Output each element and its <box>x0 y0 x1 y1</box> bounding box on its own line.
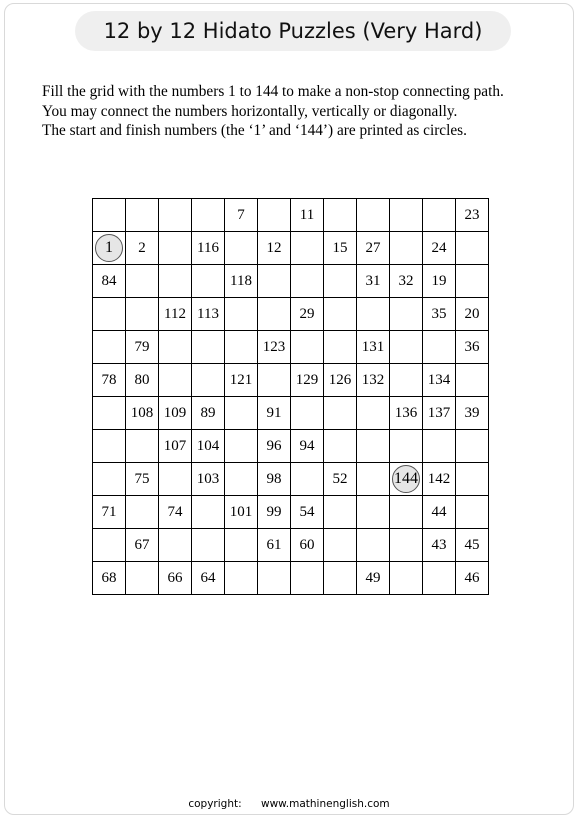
grid-cell[interactable] <box>390 496 423 529</box>
grid-cell[interactable]: 36 <box>456 331 489 364</box>
grid-cell[interactable] <box>291 331 324 364</box>
circled-number: 144 <box>392 465 420 493</box>
grid-cell[interactable] <box>291 265 324 298</box>
grid-cell[interactable]: 136 <box>390 397 423 430</box>
grid-cell[interactable]: 31 <box>357 265 390 298</box>
grid-cell[interactable]: 15 <box>324 232 357 265</box>
grid-row <box>93 199 489 232</box>
grid-cell[interactable]: 79 <box>126 331 159 364</box>
grid-cell[interactable] <box>324 199 357 232</box>
grid-cell[interactable]: 12 <box>258 232 291 265</box>
grid-cell[interactable] <box>357 496 390 529</box>
grid-cell[interactable] <box>159 364 192 397</box>
grid-cell[interactable] <box>390 298 423 331</box>
grid-cell[interactable] <box>357 298 390 331</box>
grid-cell[interactable]: 74 <box>159 496 192 529</box>
grid-cell[interactable] <box>390 199 423 232</box>
grid-cell[interactable]: 131 <box>357 331 390 364</box>
grid-cell[interactable] <box>324 298 357 331</box>
grid-cell[interactable] <box>324 397 357 430</box>
grid-cell[interactable]: 121 <box>225 364 258 397</box>
instruction-line: You may connect the numbers horizontally, vertically or diagonally. <box>42 102 458 120</box>
grid-cell[interactable] <box>225 463 258 496</box>
grid-cell[interactable]: 126 <box>324 364 357 397</box>
grid-cell[interactable] <box>159 232 192 265</box>
page-title: 12 by 12 Hidato Puzzles (Very Hard) <box>75 11 511 51</box>
grid-cell[interactable]: 60 <box>291 529 324 562</box>
grid-cell[interactable]: 104 <box>192 430 225 463</box>
grid-cell[interactable] <box>390 331 423 364</box>
grid-cell[interactable] <box>291 232 324 265</box>
grid-cell[interactable] <box>159 331 192 364</box>
grid-cell[interactable]: 132 <box>357 364 390 397</box>
grid-cell[interactable] <box>225 232 258 265</box>
grid-cell[interactable] <box>126 199 159 232</box>
grid-cell[interactable] <box>390 430 423 463</box>
grid-cell[interactable] <box>159 265 192 298</box>
grid-cell[interactable]: 52 <box>324 463 357 496</box>
grid-cell[interactable] <box>192 496 225 529</box>
grid-cell[interactable]: 66 <box>159 562 192 595</box>
grid-cell[interactable]: 99 <box>258 496 291 529</box>
worksheet-page <box>4 3 574 815</box>
grid-cell[interactable] <box>126 430 159 463</box>
grid-cell[interactable]: 23 <box>456 199 489 232</box>
grid-cell[interactable]: 142 <box>423 463 456 496</box>
grid-cell[interactable] <box>423 430 456 463</box>
grid-cell[interactable]: 24 <box>423 232 456 265</box>
grid-cell[interactable] <box>93 463 126 496</box>
grid-cell[interactable] <box>126 562 159 595</box>
grid-cell[interactable]: 98 <box>258 463 291 496</box>
grid-cell[interactable]: 91 <box>258 397 291 430</box>
grid-cell[interactable]: 113 <box>192 298 225 331</box>
grid-cell[interactable] <box>225 298 258 331</box>
grid-cell[interactable]: 134 <box>423 364 456 397</box>
grid-cell[interactable] <box>423 331 456 364</box>
grid-cell[interactable] <box>324 562 357 595</box>
grid-cell[interactable] <box>357 529 390 562</box>
grid-cell[interactable] <box>225 397 258 430</box>
grid-cell[interactable] <box>456 265 489 298</box>
grid-cell[interactable] <box>456 496 489 529</box>
grid-cell[interactable]: 89 <box>192 397 225 430</box>
grid-cell[interactable] <box>324 331 357 364</box>
grid-cell[interactable] <box>225 562 258 595</box>
grid-cell[interactable]: 27 <box>357 232 390 265</box>
grid-cell[interactable]: 44 <box>423 496 456 529</box>
grid-cell[interactable] <box>258 199 291 232</box>
hidato-grid <box>92 198 489 595</box>
grid-cell[interactable]: 11 <box>291 199 324 232</box>
grid-cell[interactable] <box>93 298 126 331</box>
grid-cell[interactable] <box>192 199 225 232</box>
grid-cell[interactable]: 39 <box>456 397 489 430</box>
grid-cell[interactable]: 137 <box>423 397 456 430</box>
grid-cell[interactable] <box>258 298 291 331</box>
grid-cell[interactable]: 54 <box>291 496 324 529</box>
grid-row <box>93 529 489 562</box>
grid-cell[interactable]: 2 <box>126 232 159 265</box>
grid-cell[interactable]: 96 <box>258 430 291 463</box>
grid-row <box>93 364 489 397</box>
grid-cell[interactable] <box>423 562 456 595</box>
grid-cell[interactable] <box>192 364 225 397</box>
grid-cell[interactable] <box>159 199 192 232</box>
grid-cell[interactable] <box>357 463 390 496</box>
grid-cell[interactable] <box>225 331 258 364</box>
grid-cell[interactable] <box>291 463 324 496</box>
grid-cell[interactable] <box>324 496 357 529</box>
instruction-line: The start and finish numbers (the ‘1’ and ‘144’) are printed as circles. <box>42 122 467 139</box>
grid-cell[interactable] <box>423 199 456 232</box>
grid-row <box>93 265 489 298</box>
grid-cell[interactable]: 103 <box>192 463 225 496</box>
grid-row <box>93 463 489 496</box>
grid-row <box>93 562 489 595</box>
grid-cell[interactable] <box>357 199 390 232</box>
grid-cell[interactable] <box>258 562 291 595</box>
grid-cell[interactable]: 67 <box>126 529 159 562</box>
grid-row <box>93 430 489 463</box>
grid-cell[interactable]: 19 <box>423 265 456 298</box>
grid-cell[interactable] <box>324 265 357 298</box>
grid-cell[interactable] <box>126 496 159 529</box>
grid-cell[interactable] <box>192 331 225 364</box>
grid-cell[interactable]: 20 <box>456 298 489 331</box>
grid-cell[interactable] <box>390 364 423 397</box>
copyright-label: copyright: <box>188 798 242 810</box>
grid-cell[interactable]: 112 <box>159 298 192 331</box>
grid-cell[interactable] <box>192 529 225 562</box>
grid-row <box>93 496 489 529</box>
grid-cell[interactable]: 29 <box>291 298 324 331</box>
grid-cell[interactable]: 109 <box>159 397 192 430</box>
instruction-line: Fill the grid with the numbers 1 to 144 to make a non-stop connecting path. <box>42 83 504 100</box>
grid-cell[interactable] <box>357 397 390 430</box>
grid-cell[interactable] <box>456 364 489 397</box>
grid-cell[interactable] <box>93 529 126 562</box>
grid-cell[interactable]: 123 <box>258 331 291 364</box>
website-link[interactable]: www.mathinenglish.com <box>260 798 390 810</box>
grid-cell[interactable]: 7 <box>225 199 258 232</box>
grid-cell[interactable] <box>291 562 324 595</box>
grid-cell[interactable] <box>456 430 489 463</box>
grid-cell[interactable] <box>324 430 357 463</box>
grid-cell[interactable] <box>93 430 126 463</box>
grid-row <box>93 331 489 364</box>
grid-cell[interactable] <box>93 331 126 364</box>
grid-cell[interactable] <box>126 265 159 298</box>
grid-cell[interactable] <box>192 265 225 298</box>
grid-cell[interactable] <box>390 529 423 562</box>
grid-cell[interactable] <box>93 232 126 265</box>
grid-cell[interactable] <box>324 529 357 562</box>
circled-number: 1 <box>95 234 123 262</box>
grid-cell[interactable] <box>93 199 126 232</box>
grid-cell[interactable] <box>126 298 159 331</box>
grid-cell[interactable] <box>291 397 324 430</box>
grid-cell[interactable] <box>225 430 258 463</box>
grid-cell[interactable]: 32 <box>390 265 423 298</box>
grid-cell[interactable]: 101 <box>225 496 258 529</box>
grid-cell[interactable]: 118 <box>225 265 258 298</box>
grid-cell[interactable]: 80 <box>126 364 159 397</box>
grid-cell[interactable] <box>258 364 291 397</box>
grid-cell[interactable]: 61 <box>258 529 291 562</box>
grid-cell[interactable]: 64 <box>192 562 225 595</box>
grid-cell[interactable]: 45 <box>456 529 489 562</box>
grid-cell[interactable]: 46 <box>456 562 489 595</box>
grid-cell[interactable] <box>258 265 291 298</box>
grid-cell[interactable] <box>159 529 192 562</box>
grid-cell[interactable] <box>390 562 423 595</box>
grid-cell[interactable]: 71 <box>93 496 126 529</box>
grid-cell[interactable]: 116 <box>192 232 225 265</box>
grid-cell[interactable]: 84 <box>93 265 126 298</box>
grid-cell[interactable]: 94 <box>291 430 324 463</box>
grid-cell[interactable] <box>93 397 126 430</box>
grid-cell[interactable]: 129 <box>291 364 324 397</box>
instructions <box>42 82 504 141</box>
grid-row <box>93 232 489 265</box>
grid-cell[interactable]: 49 <box>357 562 390 595</box>
grid-cell[interactable] <box>225 529 258 562</box>
footer <box>5 798 573 810</box>
grid-cell[interactable]: 78 <box>93 364 126 397</box>
grid-cell[interactable]: 75 <box>126 463 159 496</box>
grid-row <box>93 397 489 430</box>
grid-cell[interactable] <box>390 232 423 265</box>
grid-cell[interactable] <box>456 463 489 496</box>
grid-cell[interactable] <box>456 232 489 265</box>
grid-cell[interactable]: 35 <box>423 298 456 331</box>
grid-cell[interactable]: 43 <box>423 529 456 562</box>
grid-cell[interactable]: 107 <box>159 430 192 463</box>
grid-cell[interactable] <box>357 430 390 463</box>
grid-cell[interactable] <box>159 463 192 496</box>
grid-cell[interactable]: 108 <box>126 397 159 430</box>
grid-cell[interactable]: 68 <box>93 562 126 595</box>
grid-cell[interactable] <box>390 463 423 496</box>
grid-row <box>93 298 489 331</box>
